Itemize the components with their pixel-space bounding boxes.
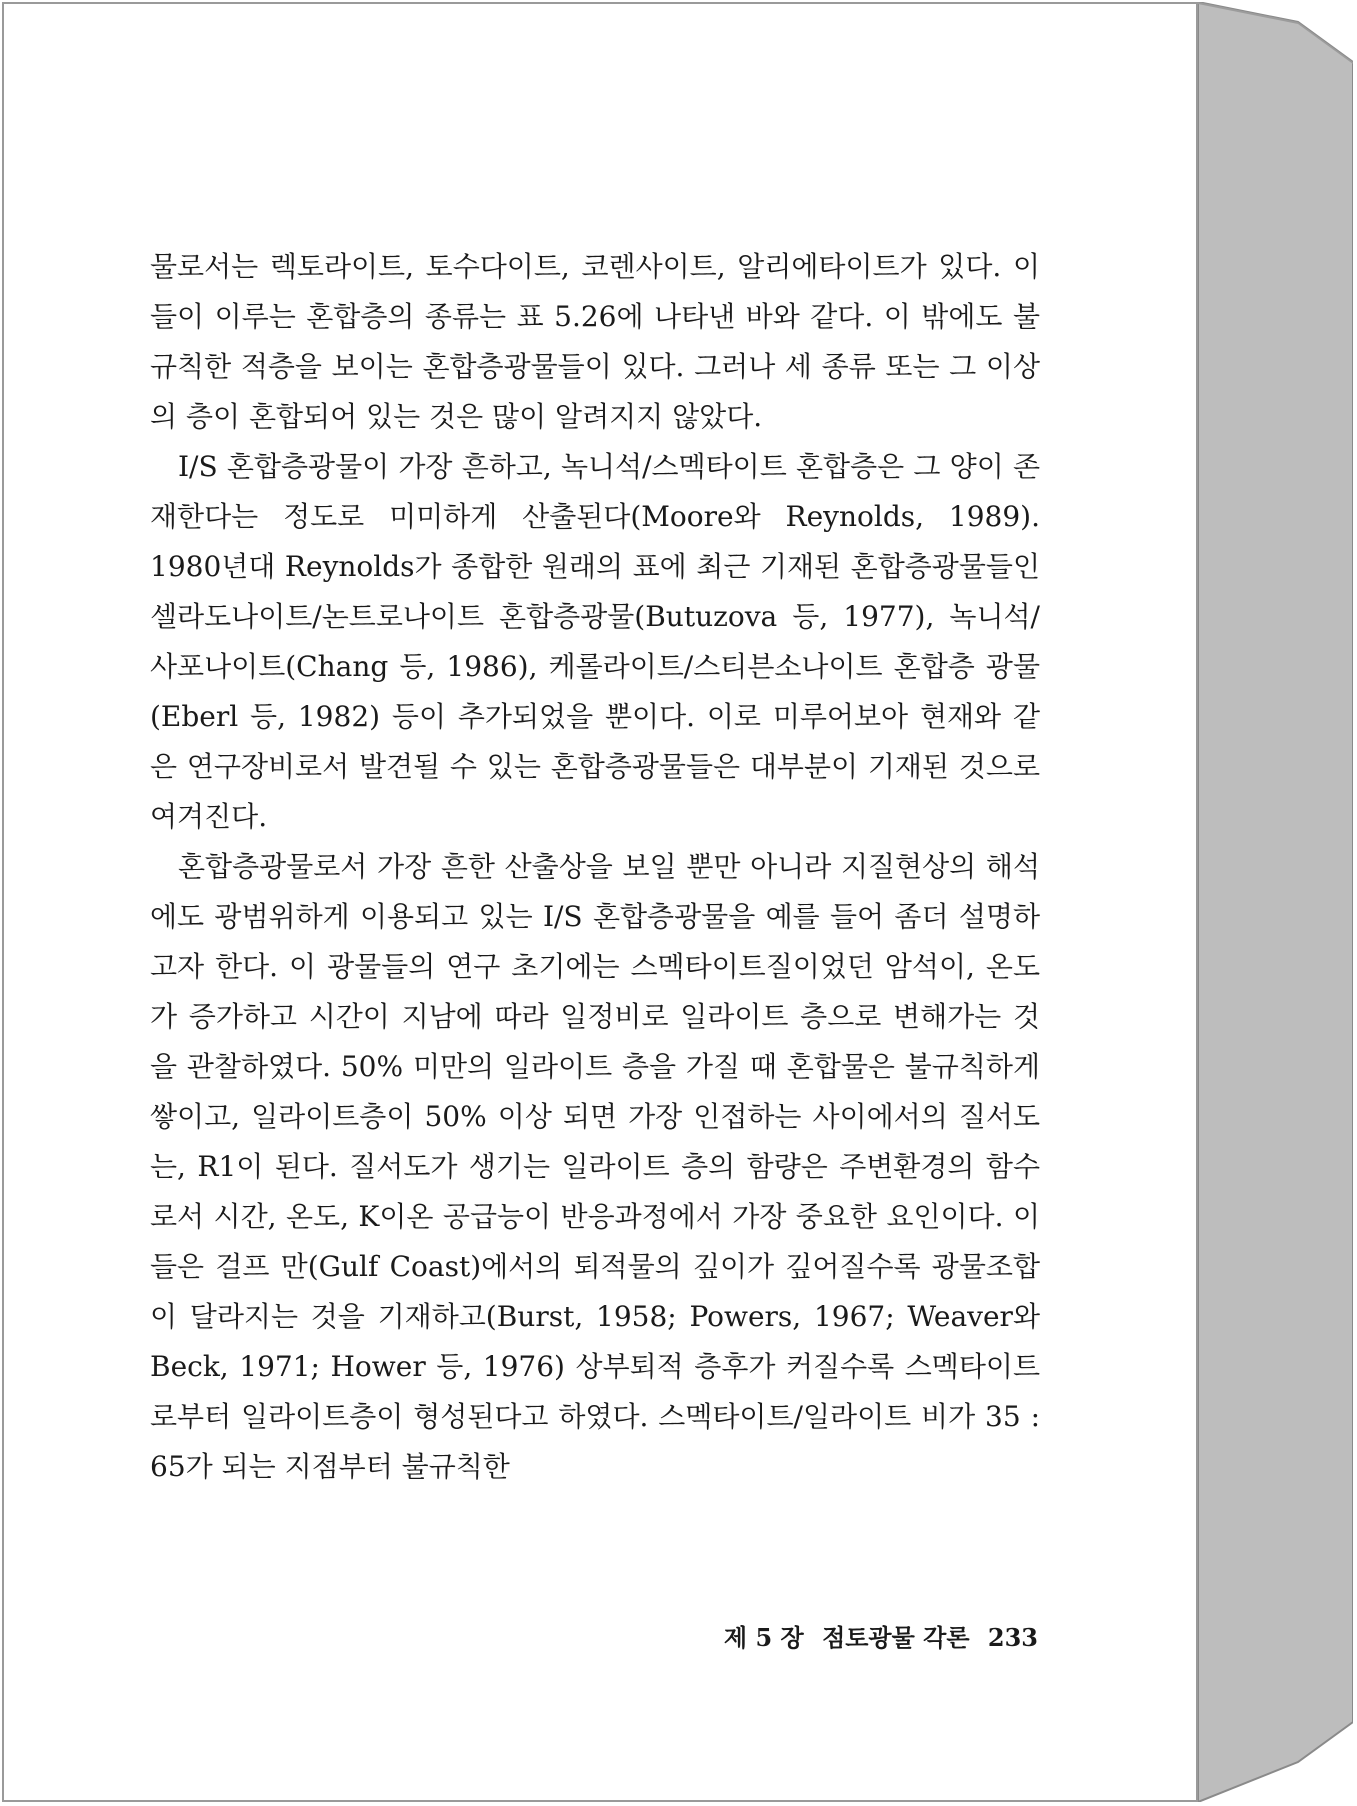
page-footer — [150, 1618, 1038, 1653]
page-body — [150, 242, 1040, 1492]
book-side-shape — [1198, 2, 1353, 1802]
paragraph-1: 물로서는 렉토라이트, 토수다이트, 코렌사이트, 알리에타이트가 있다. 이들이 이루는 혼합층의 종류는 표 5.26에 나타낸 바와 같다. 이 밖에도 불규칙한 적층을 보이는 혼합층광물들이 있다. 그러나 세 종류 또는 그 이상의 층이 혼합되어 있는 것은 많이 알려지지 않았다. — [150, 250, 1040, 433]
book-side-edge — [1198, 2, 1353, 1802]
chapter-label: 제 5 장 — [723, 1623, 804, 1652]
paragraph-2: I/S 혼합층광물이 가장 흔하고, 녹니석/스멕타이트 혼합층은 그 양이 존재한다는 정도로 미미하게 산출된다(Moore와 Reynolds, 1989). 1980년대 Reynolds가 종합한 원래의 표에 최근 기재된 혼합층광물들인 셀라도나이트/논트로나이트 혼합층광물(Butuzova 등, 1977), 녹니석/사포나이트(Chang 등, 1986), 케롤라이트/스티븐소나이트 혼합층 광물(Eberl 등, 1982) 등이 추가되었을 뿐이다. 이로 미루어보아 현재와 같은 연구장비로서 발견될 수 있는 혼합층광물들은 대부분이 기재된 것으로 여겨진다. — [150, 450, 1040, 833]
page-number: 233 — [987, 1623, 1038, 1652]
chapter-title: 점토광물 각론 — [822, 1623, 970, 1652]
paragraph-3: 혼합층광물로서 가장 흔한 산출상을 보일 뿐만 아니라 지질현상의 해석에도 광범위하게 이용되고 있는 I/S 혼합층광물을 예를 들어 좀더 설명하고자 한다. 이 광물들의 연구 초기에는 스멕타이트질이었던 암석이, 온도가 증가하고 시간이 지남에 따라 일정비로 일라이트 층으로 변해가는 것을 관찰하였다. 50% 미만의 일라이트 층을 가질 때 혼합물은 불규칙하게 쌓이고, 일라이트층이 50% 이상 되면 가장 인접하는 사이에서의 질서도는, R1이 된다. 질서도가 생기는 일라이트 층의 함량은 주변환경의 함수로서 시간, 온도, K이온 공급능이 반응과정에서 가장 중요한 요인이다. 이들은 걸프 만(Gulf Coast)에서의 퇴적물의 깊이가 깊어질수록 광물조합이 달라지는 것을 기재하고(Burst, 1958; Powers, 1967; Weaver와 Beck, 1971; Hower 등, 1976) 상부퇴적 층후가 커질수록 스멕타이트로부터 일라이트층이 형성된다고 하였다. 스멕타이트/일라이트 비가 35 : 65가 되는 지점부터 불규칙한 — [150, 850, 1040, 1483]
